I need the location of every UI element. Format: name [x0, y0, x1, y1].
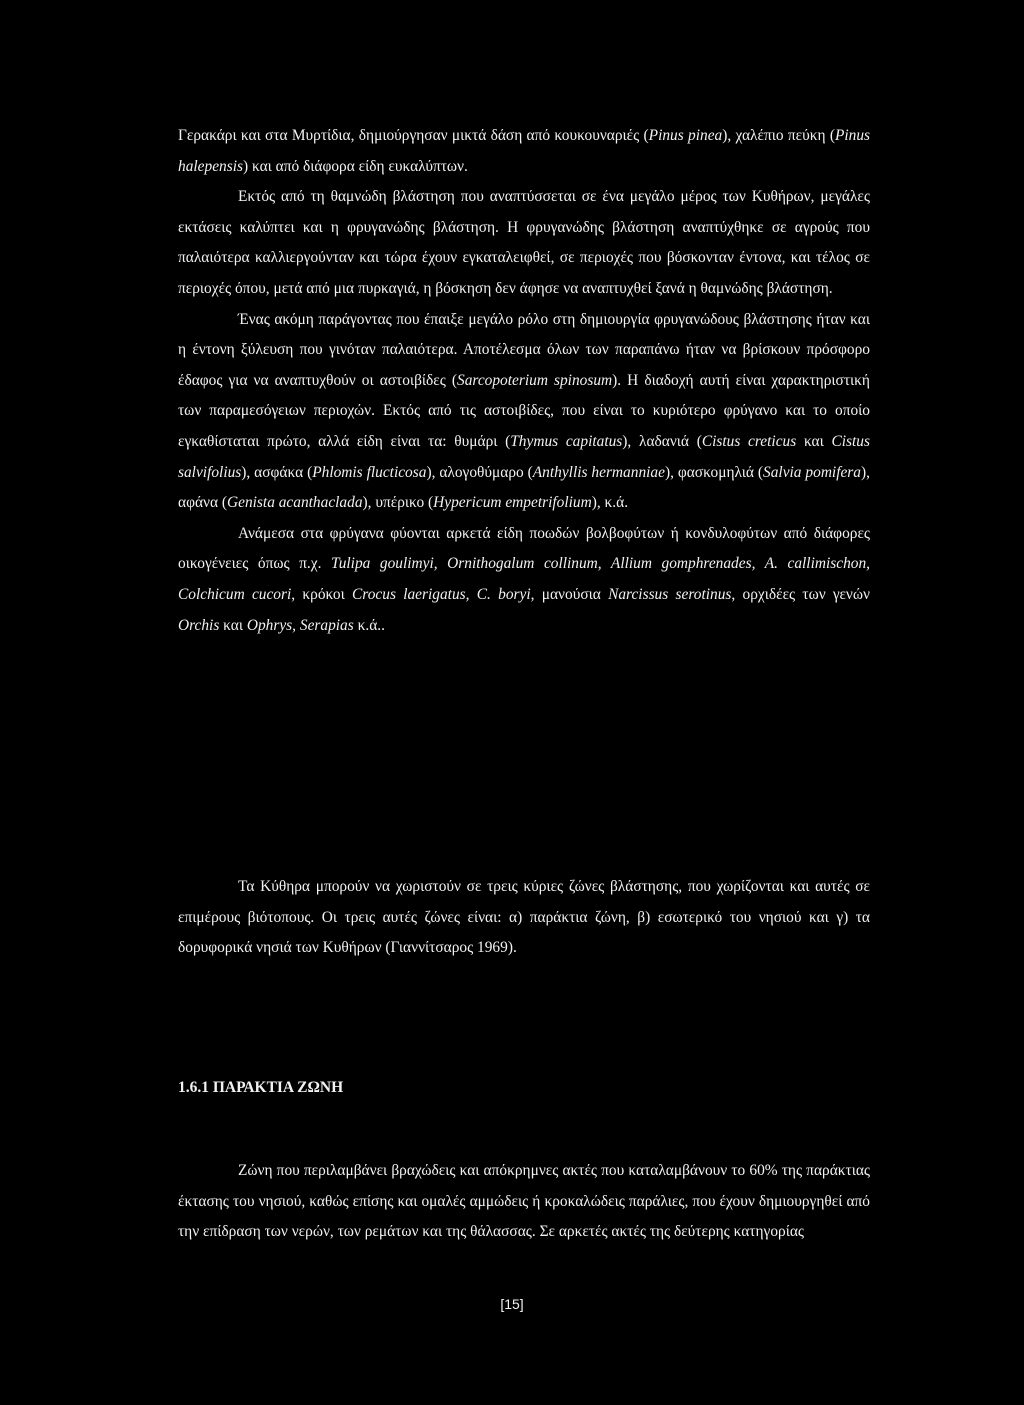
italic-species-name: Phlomis flucticosa: [312, 463, 427, 481]
text-segment: ). Η διαδοχή αυτή είναι χαρακτηριστική των παραμεσόγειων περιοχών. Εκτός από τις αστοιβίδες, που είναι το κυριότερο φρύγανο και το οποίο εγκαθίσταται πρώτο, αλλά είδη είναι τα: θυμάρι (: [178, 371, 870, 450]
paragraph-p-f: [178, 1156, 870, 1248]
text-segment: και: [796, 432, 832, 450]
paragraph-p-e: [178, 872, 870, 964]
page-number: [15]: [500, 1296, 524, 1312]
text-segment: Ανάμεσα στα φρύγανα φύονται αρκετά είδη ποωδών βολβοφύτων ή κονδυλοφύτων από διάφορες οικογένειες όπως π.χ.: [178, 524, 870, 573]
italic-species-name: Genista acanthaclada: [227, 494, 363, 512]
text-block-coastal-zone: [178, 1156, 870, 1248]
text-segment: , κρόκοι: [291, 585, 353, 603]
text-segment: Εκτός από τη θαμνώδη βλάστηση που αναπτύσσεται σε ένα μεγάλο μέρος των Κυθήρων, μεγάλες εκτάσεις καλύπτει και η φρυγανώδης βλάστηση. Η φρυγανώδης βλάστηση αναπτύχθηκε σε αγρούς που παλαιότερα καλλιεργούνταν και τώρα έχουν εγκαταλειφθεί, σε περιοχές που βόσκονταν έντονα, και τέλος σε περιοχές όπου, μετά από μια πυρκαγιά, η βόσκηση δεν άφησε να αναπτυχθεί ξανά η θαμνώδης βλάστηση.: [178, 188, 870, 297]
text-segment: κ.ά..: [353, 616, 385, 634]
text-segment: ), χαλέπιο πεύκη (: [722, 127, 835, 144]
paragraph-p-d: [178, 519, 870, 641]
italic-species-name: Orchis: [178, 616, 220, 634]
text-segment: ), αφάνα (: [178, 463, 870, 512]
text-segment: ), υπέρικο (: [362, 494, 434, 512]
italic-species-name: Pinus pinea: [648, 127, 723, 144]
italic-species-name: Crocus laerigatus, C. boryi: [352, 585, 531, 603]
text-segment: Γερακάρι και στα Μυρτίδια, δημιούργησαν μικτά δάση από κουκουναριές (: [178, 127, 649, 144]
text-segment: και: [219, 616, 247, 634]
italic-species-name: Tulipa goulimyi, Ornithogalum collinum, Allium gomphrenades, A. callimischon, Colchicum cucori: [178, 555, 870, 603]
paragraph-p-c: [178, 305, 870, 519]
text-segment: ), ασφάκα (: [241, 463, 313, 481]
text-segment: Ζώνη που περιλαμβάνει βραχώδεις και απόκρημνες ακτές που καταλαμβάνουν το 60% της παράκτιας έκτασης του νησιού, καθώς επίσης και ομαλές αμμώδεις ή κροκαλώδεις παράλιες, που έχουν δημιουργηθεί από την επίδραση των νερών, των ρεμάτων και της θάλασσας. Σε αρκετές ακτές της δεύτερης κατηγορίας: [178, 1162, 870, 1241]
italic-species-name: Narcissus serotinus: [608, 585, 732, 603]
text-block-zones: [178, 872, 870, 964]
text-segment: Ένας ακόμη παράγοντας που έπαιξε μεγάλο ρόλο στη δημιουργία φρυγανώδους βλάστησης ήταν και η έντονη ξύλευση που γινόταν παλαιότερα. Αποτέλεσμα όλων των παραπάνω ήταν να βρίσκουν πρόσφορο έδαφος για να αναπτυχθούν οι αστοιβίδες (: [178, 310, 870, 389]
italic-species-name: Anthyllis hermanniae: [532, 463, 665, 481]
paragraph-p-a: [178, 121, 870, 182]
text-segment: , μανούσια: [530, 585, 609, 603]
italic-species-name: Sarcopoterium spinosum: [457, 371, 613, 389]
text-block-vegetation: [178, 121, 870, 641]
text-segment: ), αλογοθύμαρο (: [426, 463, 533, 481]
text-segment: ) και από διάφορα είδη ευκαλύπτων.: [242, 157, 468, 175]
italic-species-name: Thymus capitatus: [510, 432, 623, 450]
italic-species-name: Hypericum empetrifolium: [433, 494, 592, 512]
section-heading: 1.6.1 ΠΑΡΑΚΤΙΑ ΖΩΝΗ: [178, 1079, 344, 1096]
italic-species-name: Salvia pomifera: [763, 463, 861, 481]
italic-species-name: Pinus halepensis: [178, 127, 871, 175]
text-segment: ), φασκομηλιά (: [664, 463, 764, 481]
italic-species-name: Cistus salvifolius: [178, 432, 870, 481]
paragraph-p-b: [178, 182, 870, 304]
italic-species-name: Ophrys, Serapias: [246, 616, 354, 634]
italic-species-name: Cistus creticus: [701, 432, 797, 450]
text-segment: Τα Κύθηρα μπορούν να χωριστούν σε τρεις κύριες ζώνες βλάστησης, που χωρίζονται και αυτές σε επιμέρους βιότοπους. Οι τρεις αυτές ζώνες είναι: α) παράκτια ζώνη, β) εσωτερικό του νησιού και γ) τα δορυφορικά νησιά των Κυθήρων (Γιαννίτσαρος 1969).: [178, 878, 870, 957]
text-segment: ), λαδανιά (: [622, 432, 702, 450]
text-segment: , ορχιδέες των γενών: [731, 585, 870, 603]
text-segment: ), κ.ά.: [591, 494, 629, 512]
